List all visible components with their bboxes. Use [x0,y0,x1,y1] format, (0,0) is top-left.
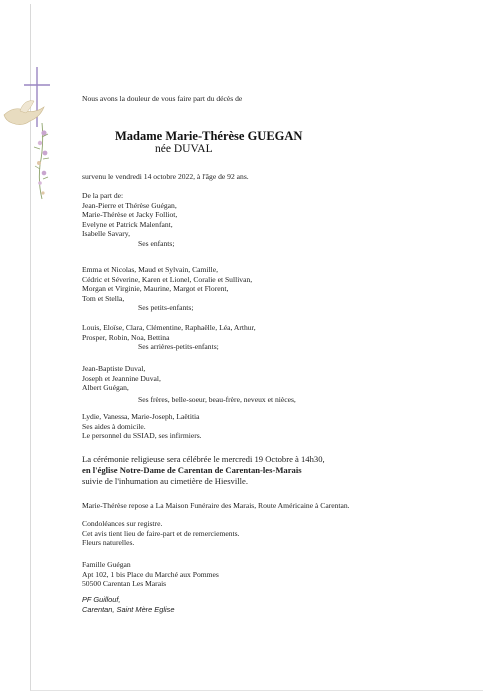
notes-block [82,519,240,548]
siblings-label: Ses frères, belle-soeur, beau-frère, neveux et nièces, [138,394,296,404]
helper-entry: Lydie, Vanessa, Marie-Joseph, Laëtitia [82,412,200,421]
helper-entry: Le personnel du SSIAD, ses infirmiers. [82,431,202,441]
grandchild-entry: Morgan et Virginie, Maurine, Margot et Florent, [82,284,229,294]
cross-dove-flowers-illustration [0,65,70,205]
family-address-block [82,560,219,589]
grandchildren-block [82,265,252,313]
sibling-entry: Albert Guégan, [82,383,129,393]
intro-text: Nous avons la douleur de vous faire part du décès de [82,94,243,103]
grandchild-entry: Cédric et Séverine, Karen et Lionel, Coralie et Sullivan, [82,274,253,284]
grandchild-entry: Emma et Nicolas, Maud et Sylvain, Camille, [82,265,219,274]
ceremony-line: La cérémonie religieuse sera célébrée le mercredi 19 Octobre à 14h30, [82,454,325,464]
grandchildren-label: Ses petits-enfants; [138,303,194,313]
ceremony-church: en l'église Notre-Dame de Carentan de Carentan-les-Marais [82,465,302,475]
child-entry: Evelyne et Patrick Malenfant, [82,219,173,229]
mourners-intro: De la part de: [82,191,124,200]
deceased-name: Madame Marie-Thérèse GUEGAN [115,129,303,143]
address-line: 50500 Carentan Les Marais [82,579,167,589]
great-grandchild-entry: Louis, Eloïse, Clara, Clémentine, Raphaëlle, Léa, Arthur, [82,323,256,332]
address-line: Famille Guégan [82,560,131,569]
rest-place-text: Marie-Thérèse repose a La Maison Funéraire des Marais, Route Américaine à Carentan. [82,501,350,510]
maiden-name: née DUVAL [155,143,213,155]
helpers-block [82,412,202,441]
grandchild-entry: Tom et Stella, [82,293,125,303]
children-label: Ses enfants; [138,238,175,248]
note-line: Cet avis tient lieu de faire-part et de remerciements. [82,528,240,538]
great-grandchildren-label: Ses arrières-petits-enfants; [138,342,219,352]
funeral-home-location: Carentan, Saint Mère Eglise [82,605,175,614]
children-block [82,191,177,249]
ceremony-burial: suivie de l'inhumation au cimetière de Hiesville. [82,476,248,486]
death-date-line: survenu le vendredi 14 octobre 2022, à l'âge de 92 ans. [82,172,249,181]
helper-entry: Ses aides à domicile. [82,421,146,431]
child-entry: Isabelle Savary, [82,229,131,239]
sibling-entry: Jean-Baptiste Duval, [82,364,146,373]
great-grandchild-entry: Prosper, Robin, Noa, Bettina [82,332,170,342]
child-entry: Marie-Thérèse et Jacky Folliot, [82,210,178,220]
funeral-home-name: PF Guillouf, [82,595,121,604]
address-line: Apt 102, 1 bis Place du Marché aux Pommes [82,569,219,579]
sibling-entry: Joseph et Jeannine Duval, [82,373,161,383]
child-entry: Jean-Pierre et Thérèse Guégan, [82,200,177,210]
siblings-block [82,364,296,404]
note-line: Fleurs naturelles. [82,538,135,548]
great-grandchildren-block [82,323,256,352]
note-line: Condoléances sur registre. [82,519,163,528]
